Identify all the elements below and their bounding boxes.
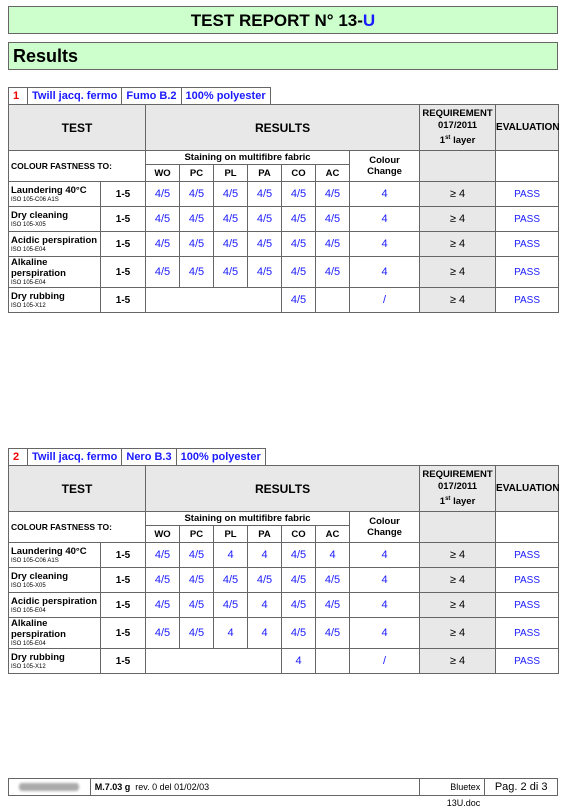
requirement-layer-number: 1 [439,496,446,508]
fibre-header-pa: PA [248,165,282,182]
sample-fabric: Twill jacq. fermo [28,87,122,104]
grade-range: 1-5 [101,232,146,257]
test-name-cell [9,649,101,674]
test-name-cell [9,543,101,568]
test-name-cell [9,568,101,593]
staining-pa: 4/5 [248,207,282,232]
test-name-cell [9,232,101,257]
requirement-value: ≥ 4 [420,618,496,649]
test-name: Acidic perspiration [11,234,98,246]
requirement-line-1: REQUIREMENT [422,468,493,480]
fibre-header-wo: WO [146,165,180,182]
evaluation-value: PASS [496,232,559,257]
fibre-header-wo: WO [146,526,180,543]
requirement-blank [420,512,496,543]
sample-fabric: Twill jacq. fermo [28,448,122,465]
staining-pc: 4/5 [180,543,214,568]
sample-colour: Fumo B.2 [122,87,181,104]
staining-pc: 4/5 [180,618,214,649]
colour-change-value: 4 [350,232,420,257]
evaluation-value: PASS [496,593,559,618]
footer-document: Bluetex 13U.doc [420,779,486,795]
sample-number: 1 [8,87,28,104]
colour-change-header [350,512,420,543]
test-standard: ISO 105-X05 [11,582,46,589]
grade-range: 1-5 [101,649,146,674]
staining-pl: 4/5 [214,593,248,618]
requirement-value: ≥ 4 [420,288,496,313]
sample-number: 2 [8,448,28,465]
staining-ac: 4/5 [316,232,350,257]
test-name: Alkaline perspiration [11,257,66,279]
staining-ac: 4/5 [316,207,350,232]
staining-pa: 4/5 [248,232,282,257]
staining-ac: 4/5 [316,257,350,288]
results-table [8,465,559,674]
test-standard: ISO 105-E04 [11,246,46,253]
staining-co: 4/5 [282,207,316,232]
test-name-cell [9,288,101,313]
results-table [8,104,559,313]
staining-ac: 4 [316,543,350,568]
colour-change-value: 4 [350,182,420,207]
grade-range: 1-5 [101,593,146,618]
staining-pl: 4 [214,618,248,649]
requirement-value: ≥ 4 [420,593,496,618]
staining-co: 4/5 [282,182,316,207]
requirement-layer-word: layer [450,496,476,508]
test-standard: ISO 105-E04 [11,607,46,614]
staining-wo: 4/5 [146,618,180,649]
test-standard: ISO 105-E04 [11,641,46,647]
colour-fastness-label: COLOUR FASTNESS TO: [9,512,146,543]
colour-change-value: 4 [350,543,420,568]
test-name-cell [9,257,101,288]
evaluation-value: PASS [496,257,559,288]
requirement-line-2: 017/2011 [437,480,478,492]
staining-co: 4 [282,649,316,674]
test-name: Dry rubbing [11,290,65,302]
staining-pc: 4/5 [180,593,214,618]
staining-co: 4/5 [282,568,316,593]
test-standard: ISO 105-X12 [11,302,46,309]
staining-ac: 4/5 [316,568,350,593]
sample-block-2 [8,448,559,674]
grade-range: 1-5 [101,568,146,593]
requirement-header [420,105,496,151]
staining-pl: 4/5 [214,182,248,207]
staining-pa: 4/5 [248,257,282,288]
redacted-logo [9,779,91,795]
report-title [8,6,558,34]
fibre-header-pa: PA [248,526,282,543]
grade-range: 1-5 [101,207,146,232]
sample-composition: 100% polyester [182,87,271,104]
sample-header [8,448,559,465]
colour-change-line-1: Colour [369,516,400,527]
fibre-header-co: CO [282,526,316,543]
test-standard: ISO 105-X05 [11,221,46,228]
footer-code: M.7.03 g [94,782,131,792]
requirement-line-3 [440,496,475,507]
staining-wo: 4/5 [146,207,180,232]
sample-composition: 100% polyester [177,448,266,465]
grade-range: 1-5 [101,257,146,288]
evaluation-blank [496,512,559,543]
sample-header [8,87,559,104]
test-standard: ISO 105-C06 A1S [11,196,59,203]
colour-change-value: 4 [350,568,420,593]
grade-range: 1-5 [101,182,146,207]
requirement-value: ≥ 4 [420,182,496,207]
grade-range: 1-5 [101,543,146,568]
staining-ac: 4/5 [316,618,350,649]
colour-change-value: 4 [350,257,420,288]
footer-code-cell [91,779,420,795]
staining-pa: 4/5 [248,568,282,593]
staining-pl: 4/5 [214,568,248,593]
test-name: Dry cleaning [11,570,69,582]
evaluation-value: PASS [496,182,559,207]
staining-pa: 4/5 [248,182,282,207]
footer-page-number: Pag. 2 di 3 [494,781,548,793]
staining-wo: 4/5 [146,543,180,568]
test-header: TEST [9,466,146,512]
colour-change-value: 4 [350,207,420,232]
staining-pc: 4/5 [180,257,214,288]
results-header: RESULTS [146,466,420,512]
staining-co: 4/5 [282,288,316,313]
test-name-cell [9,182,101,207]
test-standard: ISO 105-C06 A1S [11,557,59,564]
colour-change-value: 4 [350,593,420,618]
sample-block-1 [8,87,559,313]
staining-co: 4/5 [282,232,316,257]
staining-co: 4/5 [282,618,316,649]
test-name-cell [9,207,101,232]
staining-pl: 4/5 [214,257,248,288]
colour-change-header [350,151,420,182]
staining-co: 4/5 [282,593,316,618]
evaluation-value: PASS [496,543,559,568]
staining-pl: 4 [214,543,248,568]
requirement-line-1: REQUIREMENT [422,107,493,119]
staining-co: 4/5 [282,257,316,288]
grade-range: 1-5 [101,288,146,313]
test-standard: ISO 105-X12 [11,663,46,670]
test-name-cell [9,618,101,649]
requirement-value: ≥ 4 [420,257,496,288]
colour-change-value: / [350,288,420,313]
colour-change-line-2: Change [367,527,402,538]
requirement-value: ≥ 4 [420,232,496,257]
rubbing-ac-blank [316,288,350,313]
section-title: Results [8,42,558,70]
test-name-cell [9,593,101,618]
report-title-prefix: TEST REPORT N° 13- [190,11,363,30]
fibre-header-ac: AC [316,165,350,182]
test-name: Laundering 40°C [11,545,87,557]
rubbing-blank [146,288,282,313]
requirement-header [420,466,496,512]
evaluation-blank [496,151,559,182]
staining-ac: 4/5 [316,593,350,618]
requirement-layer-word: layer [450,135,476,147]
fibre-header-co: CO [282,165,316,182]
colour-change-line-2: Change [367,166,402,177]
requirement-line-2: 017/2011 [437,119,478,131]
staining-pc: 4/5 [180,232,214,257]
requirement-value: ≥ 4 [420,543,496,568]
colour-change-value: / [350,649,420,674]
evaluation-value: PASS [496,568,559,593]
staining-header: Staining on multifibre fabric [146,151,350,165]
staining-pa: 4 [248,593,282,618]
evaluation-value: PASS [496,618,559,649]
requirement-value: ≥ 4 [420,649,496,674]
staining-header: Staining on multifibre fabric [146,512,350,526]
staining-pc: 4/5 [180,568,214,593]
staining-ac: 4/5 [316,182,350,207]
rubbing-blank [146,649,282,674]
evaluation-header: EVALUATION [496,105,559,151]
grade-range: 1-5 [101,618,146,649]
evaluation-value: PASS [496,207,559,232]
report-title-suffix: U [362,11,376,30]
requirement-line-3 [440,135,475,146]
requirement-value: ≥ 4 [420,568,496,593]
requirement-layer-number: 1 [439,135,446,147]
test-header: TEST [9,105,146,151]
staining-wo: 4/5 [146,257,180,288]
fibre-header-pl: PL [214,165,248,182]
requirement-layer-sup: st [445,495,451,502]
requirement-blank [420,151,496,182]
staining-wo: 4/5 [146,568,180,593]
fibre-header-pl: PL [214,526,248,543]
requirement-value: ≥ 4 [420,207,496,232]
test-name: Alkaline perspiration [11,618,66,640]
page-footer [8,778,558,808]
staining-pl: 4/5 [214,207,248,232]
staining-wo: 4/5 [146,232,180,257]
evaluation-value: PASS [496,649,559,674]
staining-pa: 4 [248,618,282,649]
staining-pc: 4/5 [180,182,214,207]
fibre-header-ac: AC [316,526,350,543]
footer-revision: rev. 0 del 01/02/03 [135,782,210,792]
colour-change-value: 4 [350,618,420,649]
evaluation-value: PASS [496,288,559,313]
staining-pl: 4/5 [214,232,248,257]
staining-wo: 4/5 [146,593,180,618]
staining-co: 4/5 [282,543,316,568]
staining-pa: 4 [248,543,282,568]
test-name: Laundering 40°C [11,184,87,196]
fibre-header-pc: PC [180,165,214,182]
staining-pc: 4/5 [180,207,214,232]
colour-change-line-1: Colour [369,155,400,166]
staining-wo: 4/5 [146,182,180,207]
test-name: Dry rubbing [11,651,65,663]
test-name: Acidic perspiration [11,595,98,607]
rubbing-ac-blank [316,649,350,674]
sample-colour: Nero B.3 [122,448,176,465]
results-header: RESULTS [146,105,420,151]
evaluation-header: EVALUATION [496,466,559,512]
requirement-layer-sup: st [445,134,451,141]
test-name: Dry cleaning [11,209,69,221]
colour-fastness-label: COLOUR FASTNESS TO: [9,151,146,182]
test-standard: ISO 105-E04 [11,280,46,286]
fibre-header-pc: PC [180,526,214,543]
